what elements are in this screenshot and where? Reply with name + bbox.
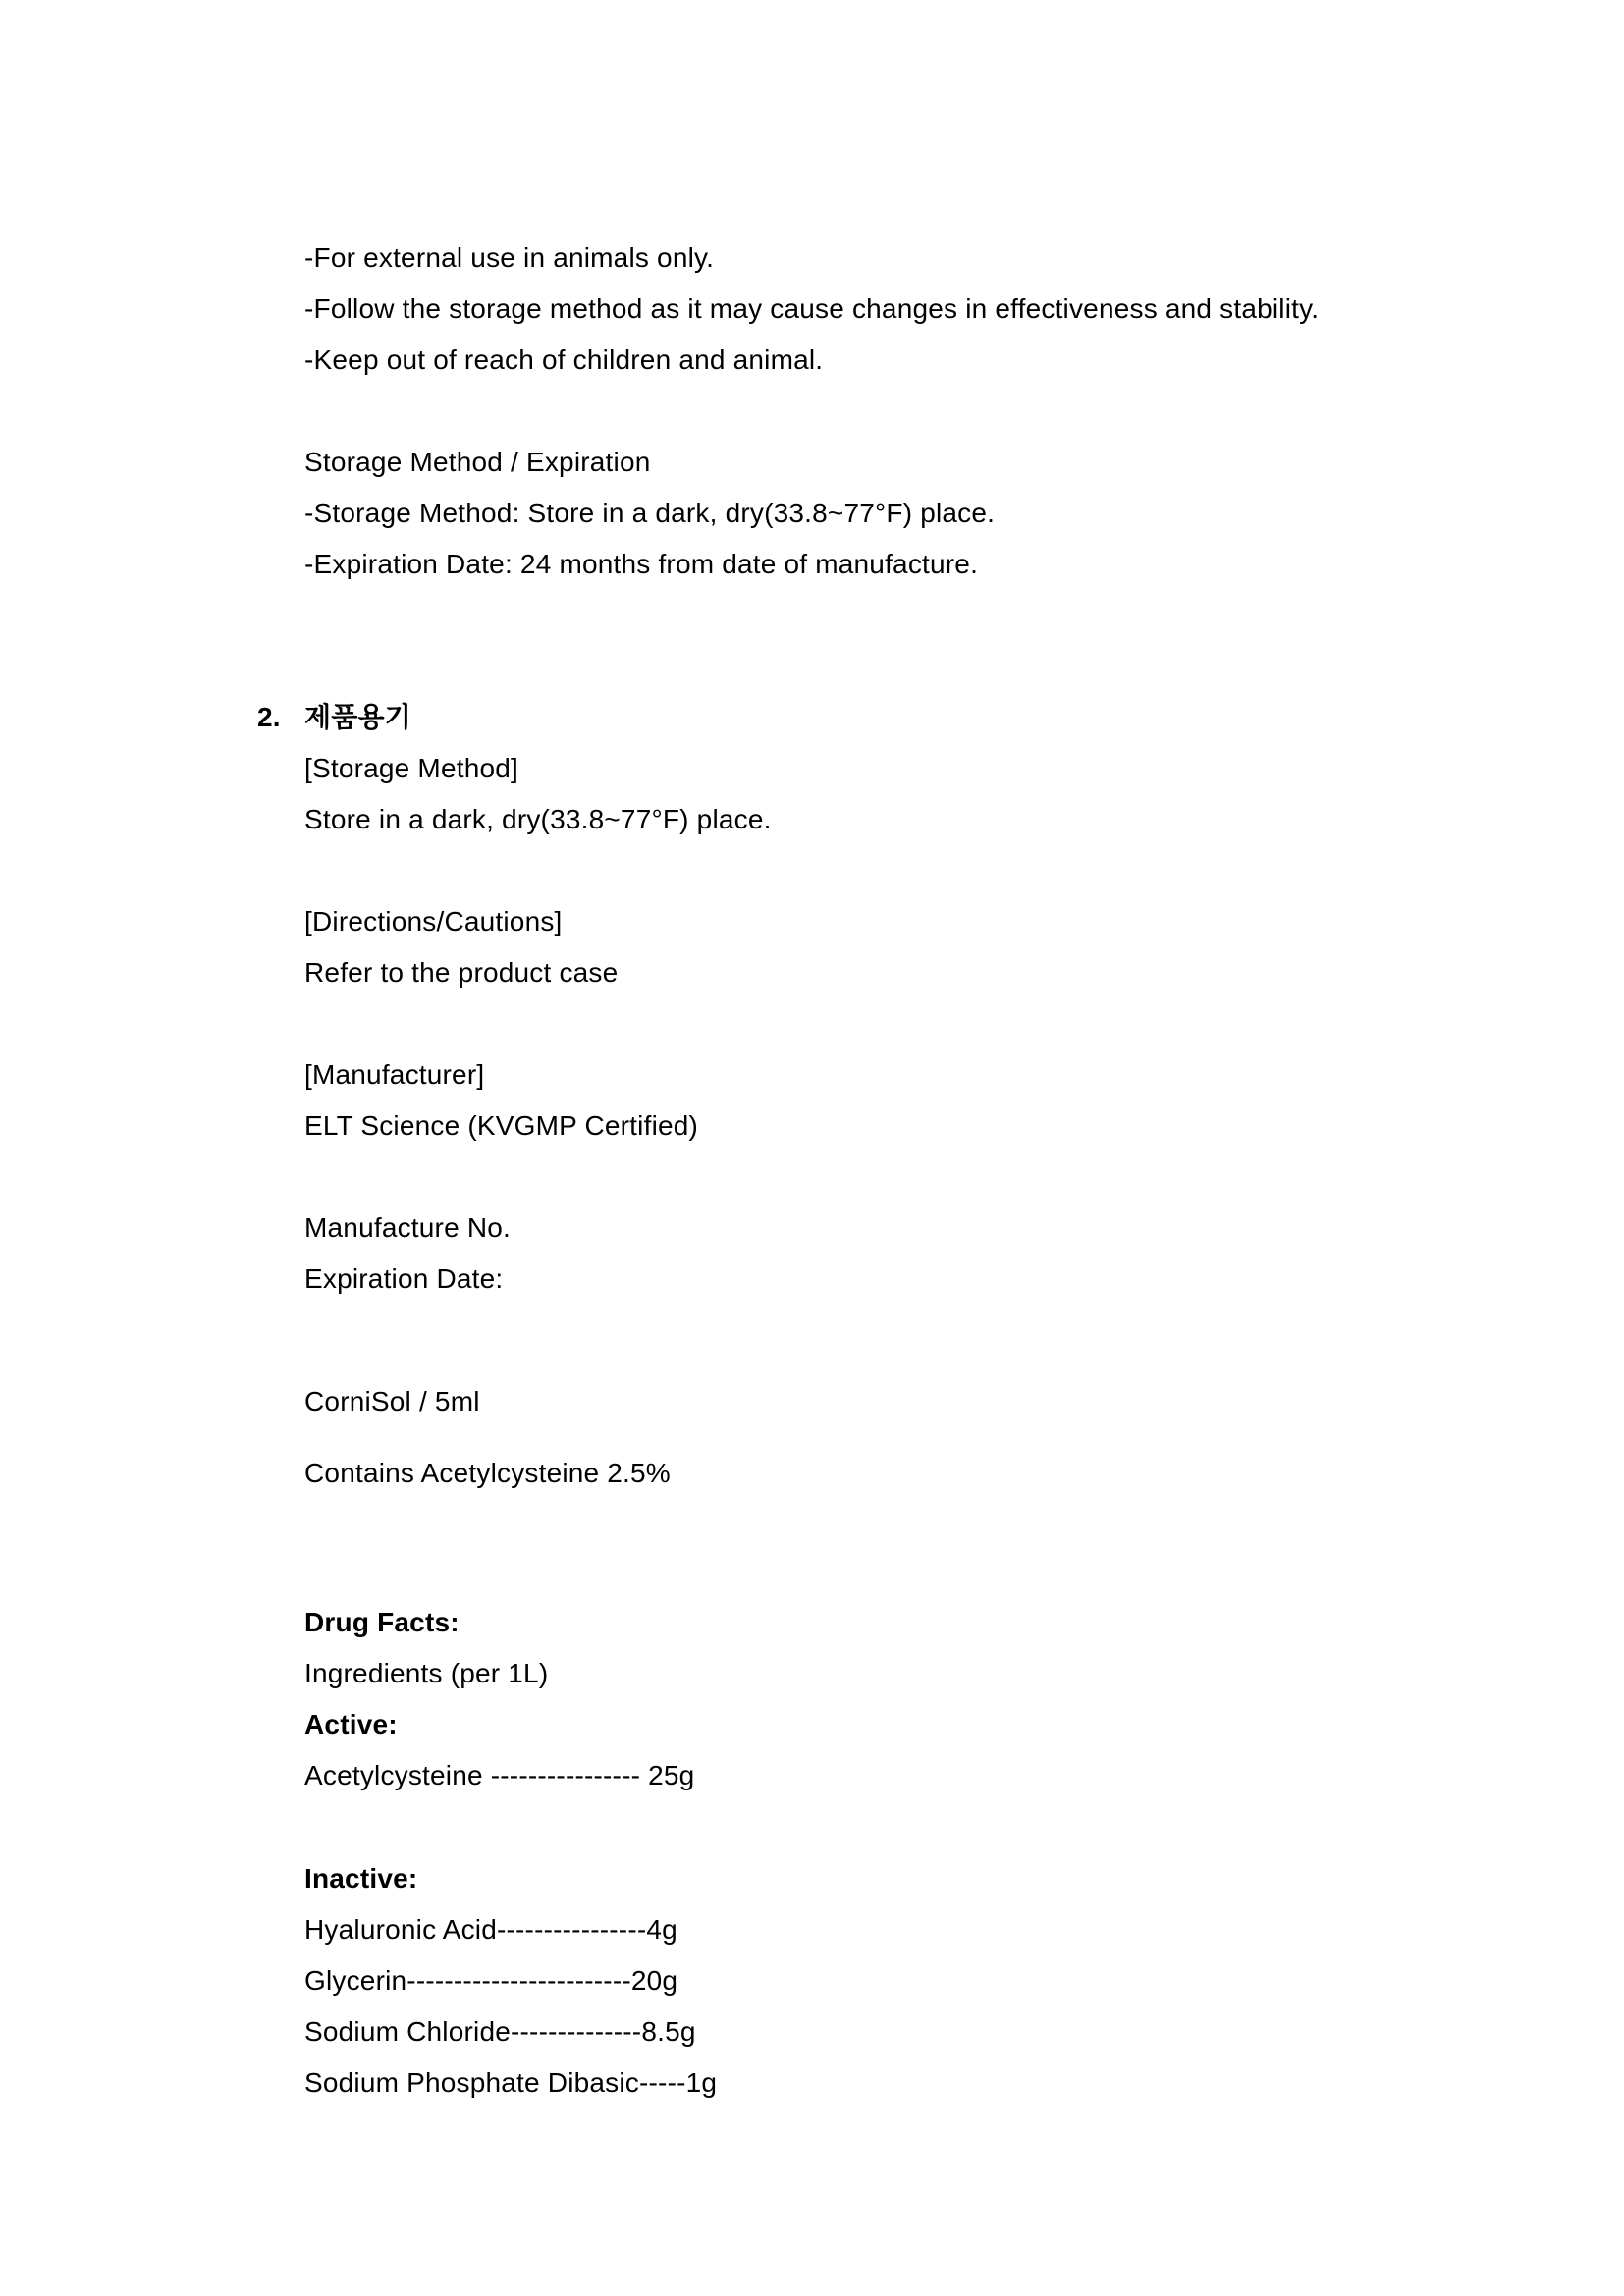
active-label: Active: [304,1709,398,1739]
ingredients-heading: Ingredients (per 1L) [304,1658,549,1688]
manufacturer-label: [Manufacturer] [304,1059,485,1090]
storage-method-label: [Storage Method] [304,753,518,783]
inactive-ingredient-line: Hyaluronic Acid----------------4g [304,1914,677,1945]
section-heading-product-container [257,692,1610,743]
storage-method-line: -Storage Method: Store in a dark, dry(33.8~77°F) place. [304,498,996,528]
manufacturer-text: ELT Science (KVGMP Certified) [304,1110,699,1141]
caution-line: -For external use in animals only. [304,242,715,273]
section-number: 2. [257,702,281,732]
section-heading-text: 제품용기 [304,702,411,732]
inactive-ingredient-line: Glycerin------------------------20g [304,1965,678,1996]
directions-cautions-text: Refer to the product case [304,957,619,988]
drug-facts-title: Drug Facts: [304,1607,460,1637]
inactive-ingredient-line: Sodium Chloride--------------8.5g [304,2016,696,2047]
product-name: CorniSol / 5ml [304,1386,480,1416]
storage-expiration-title: Storage Method / Expiration [304,447,651,477]
inactive-ingredient-line: Sodium Phosphate Dibasic-----1g [304,2067,718,2098]
storage-method-text: Store in a dark, dry(33.8~77°F) place. [304,804,772,834]
expiration-date-label: Expiration Date: [304,1263,504,1294]
inactive-label: Inactive: [304,1863,418,1894]
directions-cautions-label: [Directions/Cautions] [304,906,563,936]
document-content [257,233,1610,2109]
expiration-date-line: -Expiration Date: 24 months from date of manufacture. [304,549,979,579]
contains-statement: Contains Acetylcysteine 2.5% [304,1458,671,1488]
manufacture-no-label: Manufacture No. [304,1212,511,1243]
active-ingredient-line: Acetylcysteine ---------------- 25g [304,1760,695,1790]
caution-line: -Keep out of reach of children and animal. [304,345,824,375]
caution-line: -Follow the storage method as it may cause changes in effectiveness and stability. [304,294,1320,324]
